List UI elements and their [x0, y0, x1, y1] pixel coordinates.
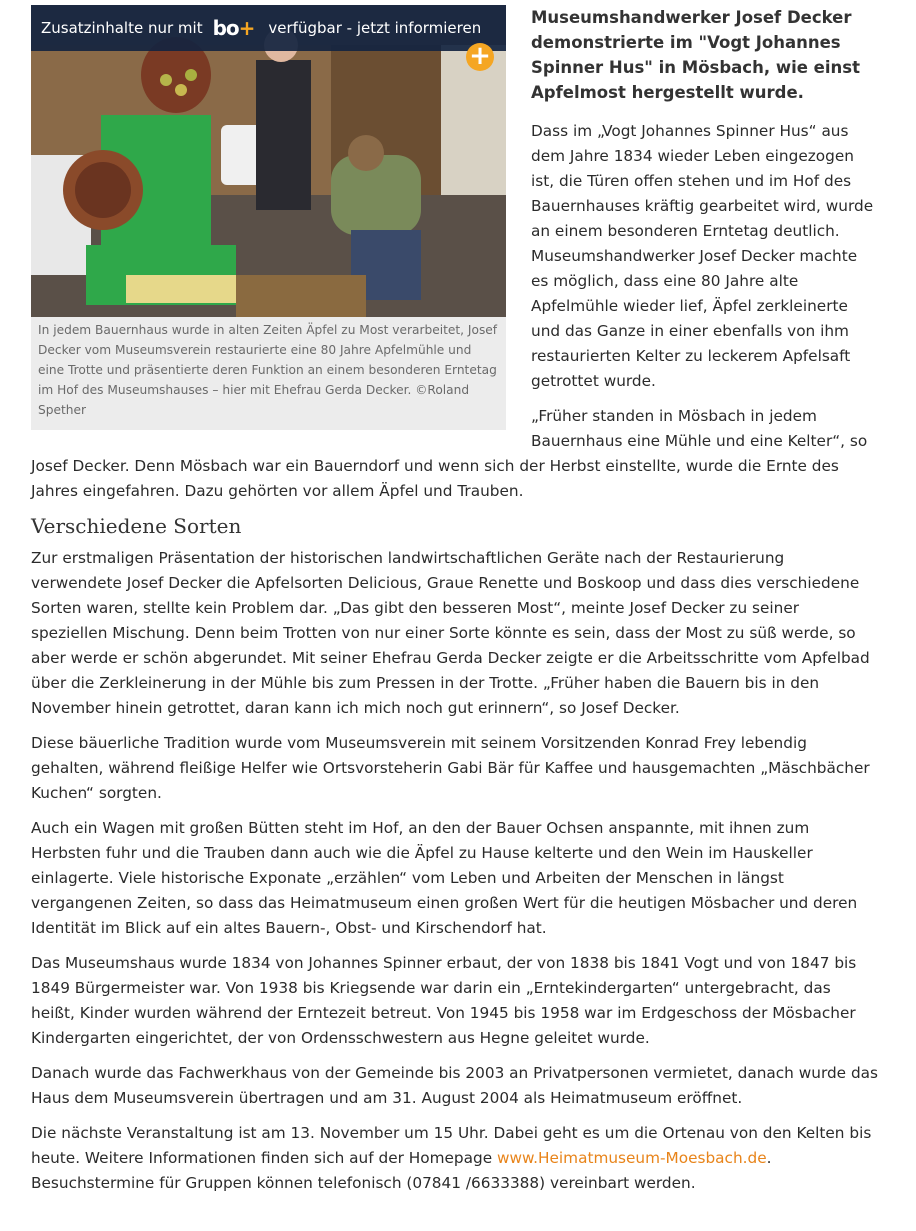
paragraph-8-end: . Besuchstermine für Gruppen können telefonisch (07841 /6633388) vereinbart werden.: [31, 1149, 772, 1192]
article-photo[interactable]: [31, 5, 506, 317]
paragraph-1: Dass im „Vogt Johannes Spinner Hus“ aus dem Jahre 1834 wieder Leben eingezogen ist, die Türen offen stehen und im Hof des Bauernhauses kräftig gearbeitet wird, wurde an einem besonderen Erntetag deutlich. Museumshandwerker Josef Decker machte es möglich, dass eine 80 Jahre alte Apfelmühle wieder lief, Äpfel zerkleinerte und das Ganze in einer ebenfalls von ihm restaurierten Kelter zu leckerem Apfelsaft getrottet wurde.: [531, 122, 874, 390]
bo-plus-logo: [213, 16, 255, 40]
paragraph-7: Danach wurde das Fachwerkhaus von der Gemeinde bis 2003 an Privatpersonen vermietet, danach wurde das Haus dem Museumsverein übertragen und am 31. August 2004 als Heimatmuseum eröffnet.: [31, 1064, 878, 1107]
paragraph-4: Diese bäuerliche Tradition wurde vom Museumsverein mit seinem Vorsitzenden Konrad Frey lebendig gehalten, während fleißige Helfer wie Ortsvorsteherin Gabi Bär für Kaffee und hausgemachten „Mäschbächer Kuchen“ sorgten.: [31, 734, 870, 802]
photo-caption: In jedem Bauernhaus wurde in alten Zeiten Äpfel zu Most verarbeitet, Josef Decker vom Museumsverein restaurierte eine 80 Jahre Apfelmühle und eine Trotte und präsentierte deren Funktion an einem besonderen Erntetag im Hof des Museumshauses – hier mit Ehefrau Gerda Decker. ©Roland Spether: [38, 323, 498, 417]
promo-banner[interactable]: [31, 5, 506, 51]
paragraph-6: Das Museumshaus wurde 1834 von Johannes Spinner erbaut, der von 1838 bis 1841 Vogt und von 1847 bis 1849 Bürgermeister war. Von 1938 bis Kriegsende war darin ein „Erntekindergarten“ untergebracht, das heißt, Kinder wurden während der Erntezeit betreut. Von 1945 bis 1958 war im Erdgeschoss der Mösbacher Kindergarten eingerichtet, der von Ordensschwestern aus Hegne geleitet wurde.: [31, 954, 857, 1047]
photo-illustration: [31, 5, 506, 317]
paragraph-3: Zur erstmaligen Präsentation der historischen landwirtschaftlichen Geräte nach der Restaurierung verwendete Josef Decker die Apfelsorten Delicious, Graue Renette und Boskoop und dass dies verschiedene Sorten waren, stellte kein Problem dar. „Das gibt den besseren Most“, meinte Josef Decker zu seiner speziellen Mischung. Denn beim Trotten von nur einer Sorte könnte es sein, dass der Most zu süß werde, so aber werde er schön abgerundet. Mit seiner Ehefrau Gerda Decker zeigte er die Arbeitsschritte vom Apfelbad über die Zerkleinerung in der Mühle bis zum Pressen in der Trotte. „Früher haben die Bauern bis in den November hinein getrottet, daran kann ich mich noch gut erinnern“, so Josef Decker.: [31, 549, 870, 717]
paragraph-2: „Früher standen in Mösbach in jedem Bauernhaus eine Mühle und eine Kelter“, so Josef Decker. Denn Mösbach war ein Bauerndorf und wenn sich der Herbst einstellte, wurde die Ernte des Jahres eingefahren. Dazu gehörten vor allem Äpfel und Trauben.: [31, 407, 868, 500]
promo-text-after: verfügbar - jetzt informieren: [268, 19, 482, 37]
paragraph-8: [31, 1121, 878, 1196]
paragraph-5: Auch ein Wagen mit großen Bütten steht im Hof, an den der Bauer Ochsen anspannte, mit ihnen zum Herbsten fuhr und die Trauben dann auch wie die Äpfel zu Hause kelterte und den Wein im Hauskeller einlagerte. Viele historische Exponate „erzählen“ vom Leben und Arbeiten der Menschen in längst vergangenen Zeiten, so dass das Heimatmuseum einen großen Wert für die heutigen Mösbacher und deren Identität im Blick auf ein altes Bauern-, Obst- und Kirschendorf hat.: [31, 819, 858, 937]
logo-plus-text: +: [238, 16, 255, 40]
promo-text-before: Zusatzinhalte nur mit: [41, 19, 203, 37]
logo-bo-text: bo: [212, 16, 239, 40]
article-figure: [31, 5, 506, 430]
article-lead: Museumshandwerker Josef Decker demonstrierte im "Vogt Johannes Spinner Hus" in Mösbach, wie einst Apfelmost hergestellt wurde.: [531, 8, 860, 102]
homepage-link[interactable]: www.Heimatmuseum-Moesbach.de: [497, 1149, 767, 1167]
paragraph-8-text: Die nächste Veranstaltung ist am 13. November um 15 Uhr. Dabei geht es um die Ortenau von den Kelten bis heute. Weitere Informationen finden sich auf der Homepage: [31, 1124, 872, 1167]
subheading: Verschiedene Sorten: [31, 514, 242, 538]
plus-icon[interactable]: +: [466, 43, 494, 71]
